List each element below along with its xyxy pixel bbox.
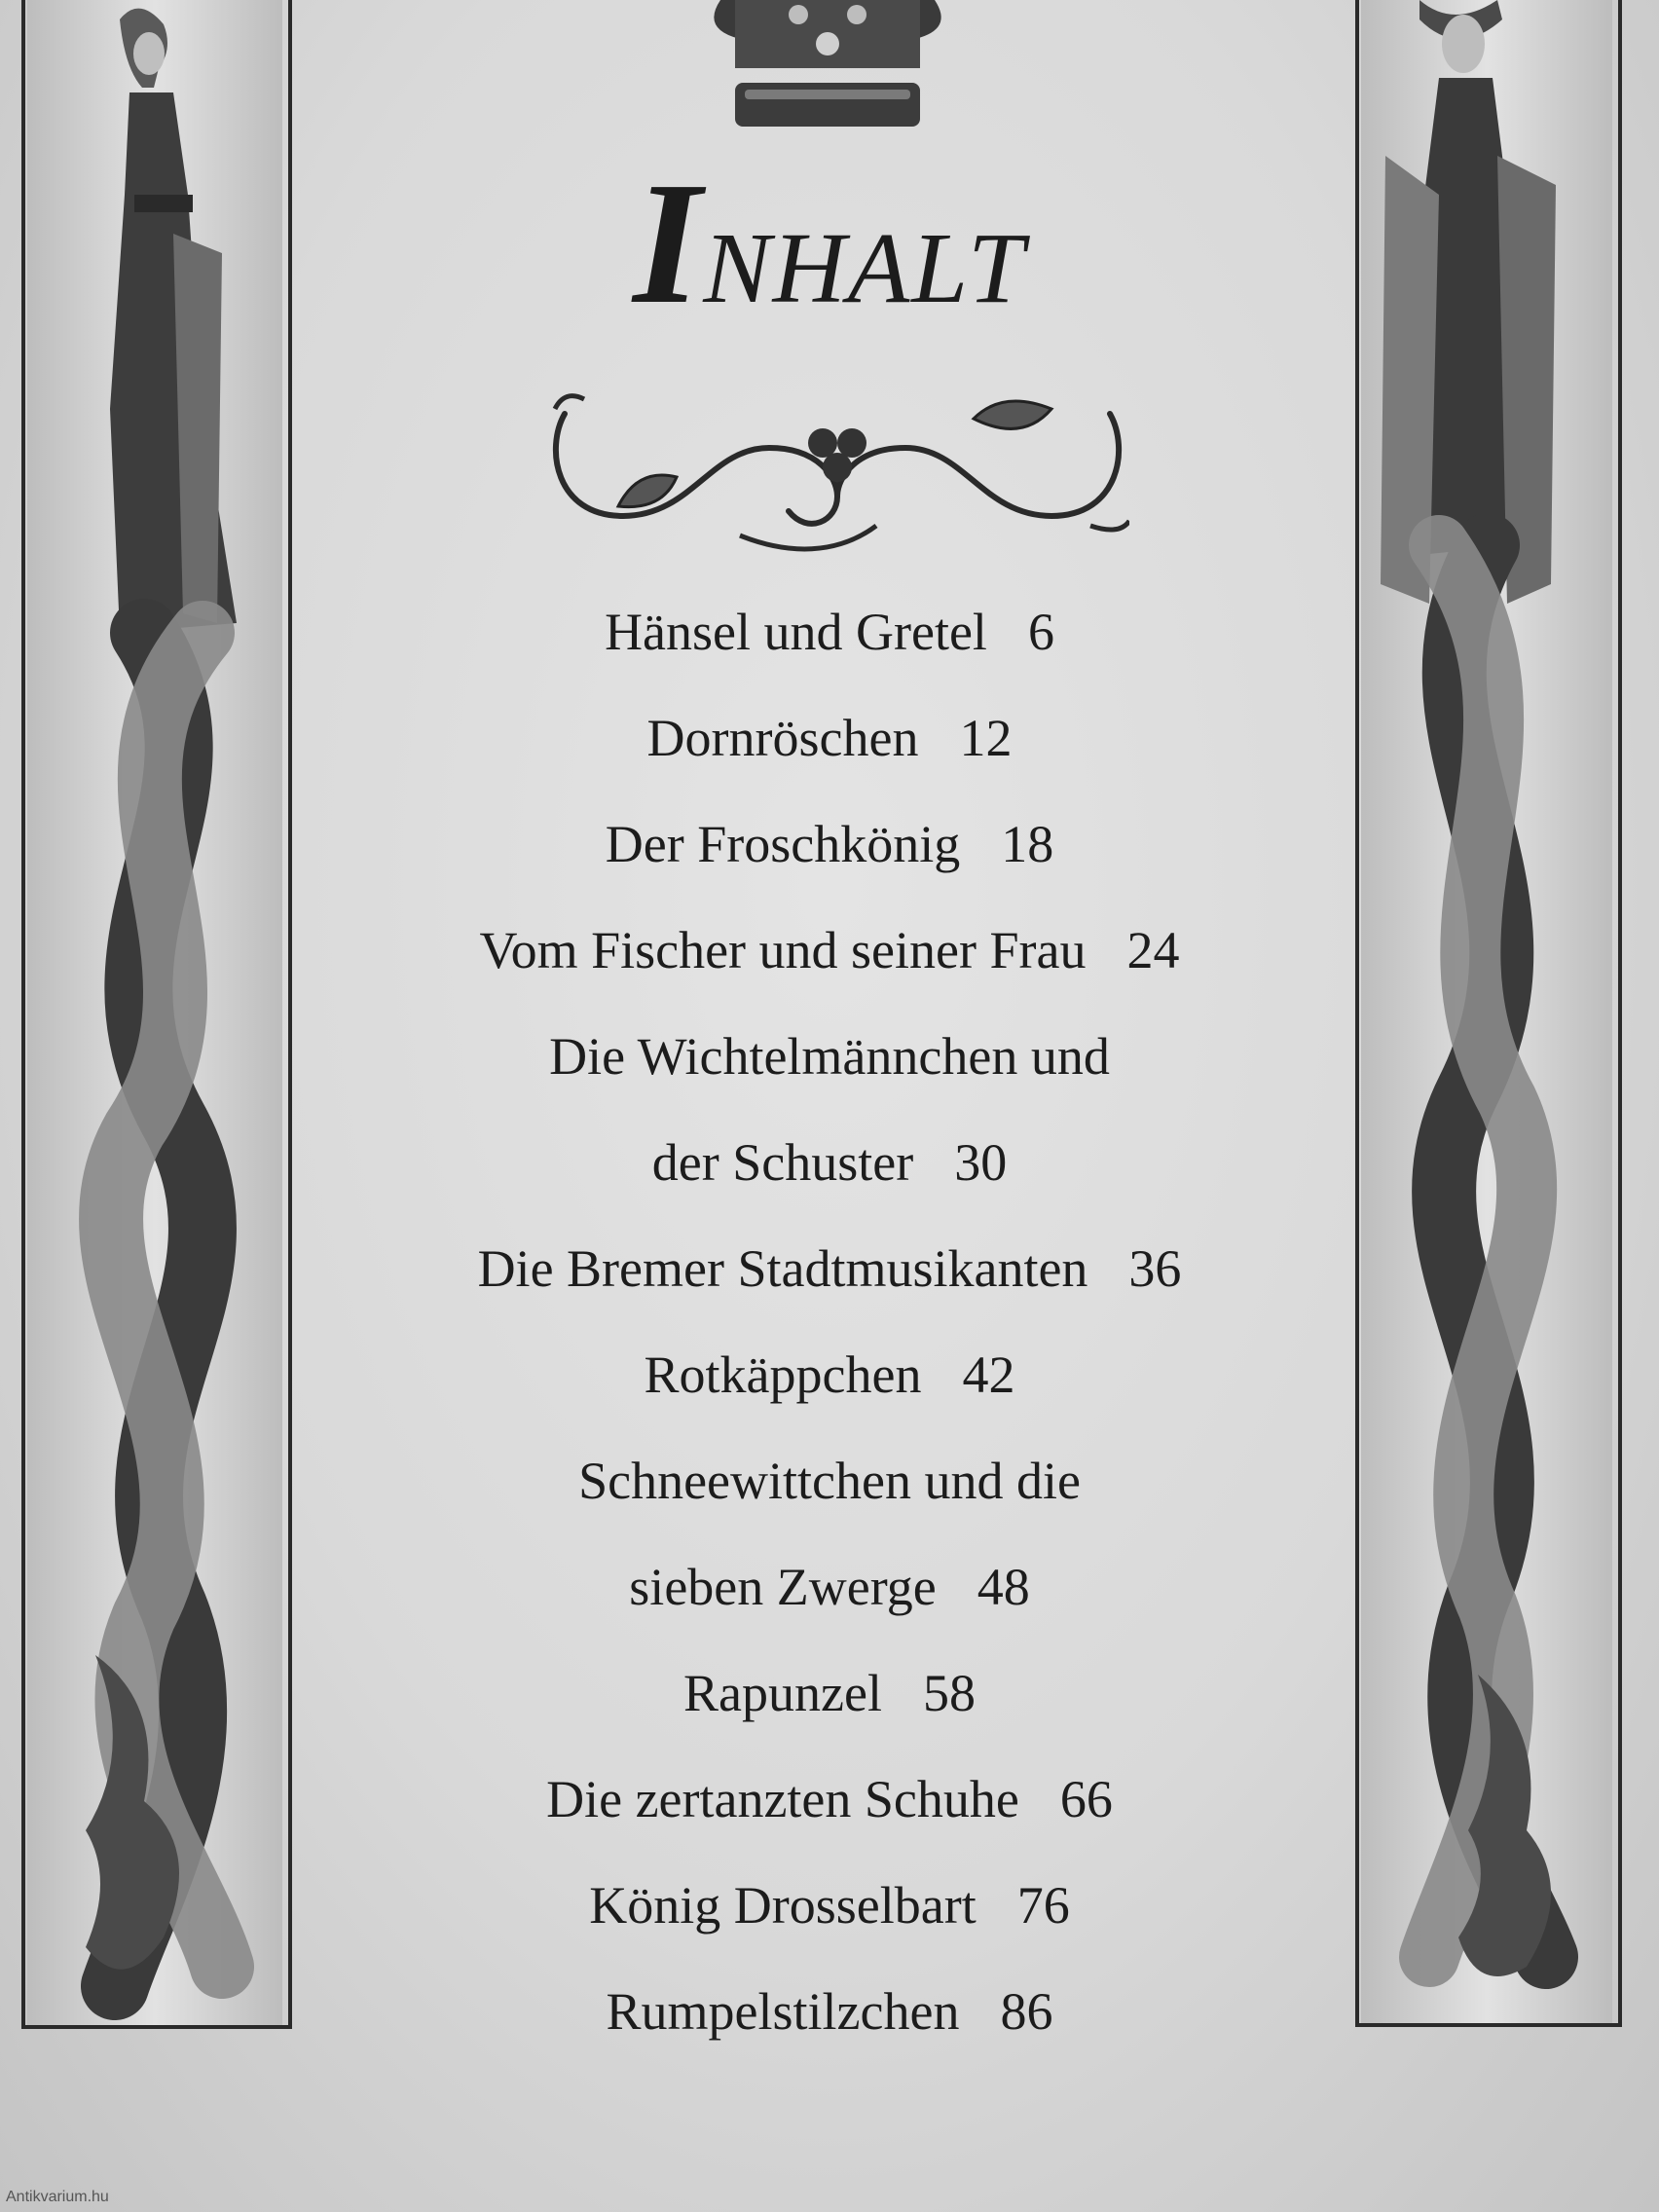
- toc-entry-page: 66: [1059, 1770, 1113, 1828]
- toc-entry: [343, 1428, 1316, 1534]
- toc-entry-title: Rotkäppchen: [644, 1346, 922, 1404]
- toc-entry-title: Die zertanzten Schuhe: [546, 1770, 1019, 1828]
- toc-entry: [343, 1641, 1316, 1747]
- toc-entry-page: 18: [1001, 815, 1054, 873]
- toc-entry-page: 12: [959, 709, 1013, 767]
- toc-entry: [343, 1322, 1316, 1428]
- toc-entry-title: Die Bremer Stadtmusikanten: [477, 1239, 1088, 1298]
- toc-entry-title: Rapunzel: [683, 1664, 882, 1722]
- toc-entry-page: 58: [922, 1664, 976, 1722]
- toc-entry: [343, 1110, 1316, 1216]
- crown-icon: [662, 0, 993, 136]
- toc-entry-page: 30: [954, 1133, 1008, 1192]
- table-of-contents: [343, 579, 1316, 2065]
- scroll-ornament-icon: [545, 389, 1129, 555]
- toc-entry-title: der Schuster: [651, 1133, 914, 1192]
- toc-entry: [343, 898, 1316, 1004]
- toc-entry-title: Schneewittchen und die: [578, 1452, 1081, 1510]
- toc-entry-title: sieben Zwerge: [629, 1558, 937, 1616]
- toc-entry: [343, 1216, 1316, 1322]
- toc-entry: [343, 1747, 1316, 1853]
- toc-entry-page: 36: [1128, 1239, 1182, 1298]
- toc-entry-page: 24: [1126, 921, 1180, 979]
- toc-entry: [343, 1004, 1316, 1110]
- toc-entry: [343, 1853, 1316, 1959]
- toc-entry: [343, 1959, 1316, 2065]
- toc-entry: [343, 685, 1316, 792]
- toc-entry-page: 42: [962, 1346, 1015, 1404]
- toc-entry-title: Vom Fischer und seiner Frau: [479, 921, 1087, 979]
- toc-entry-title: Hänsel und Gretel: [605, 603, 987, 661]
- princess-ribbon-illustration-left: [27, 0, 282, 2025]
- title-initial: I: [633, 146, 704, 340]
- toc-entry-title: König Drosselbart: [589, 1876, 977, 1935]
- toc-entry-page: 76: [1016, 1876, 1070, 1935]
- toc-entry-page: 86: [1000, 1982, 1053, 2041]
- princess-ribbon-illustration-right: [1361, 0, 1612, 2023]
- toc-entry-page: 6: [1027, 603, 1054, 661]
- toc-entry: [343, 792, 1316, 898]
- toc-entry-title: Rumpelstilzchen: [606, 1982, 960, 2041]
- page-title: [343, 146, 1316, 340]
- toc-entry-title: Der Froschkönig: [605, 815, 961, 873]
- toc-entry: [343, 579, 1316, 685]
- watermark: Antikvarium.hu: [6, 2189, 109, 2205]
- toc-entry-title: Dornröschen: [646, 709, 919, 767]
- title-rest: NHALT: [703, 212, 1026, 324]
- toc-entry: [343, 1534, 1316, 1641]
- toc-entry-title: Die Wichtelmännchen und: [549, 1027, 1110, 1086]
- toc-entry-page: 48: [977, 1558, 1030, 1616]
